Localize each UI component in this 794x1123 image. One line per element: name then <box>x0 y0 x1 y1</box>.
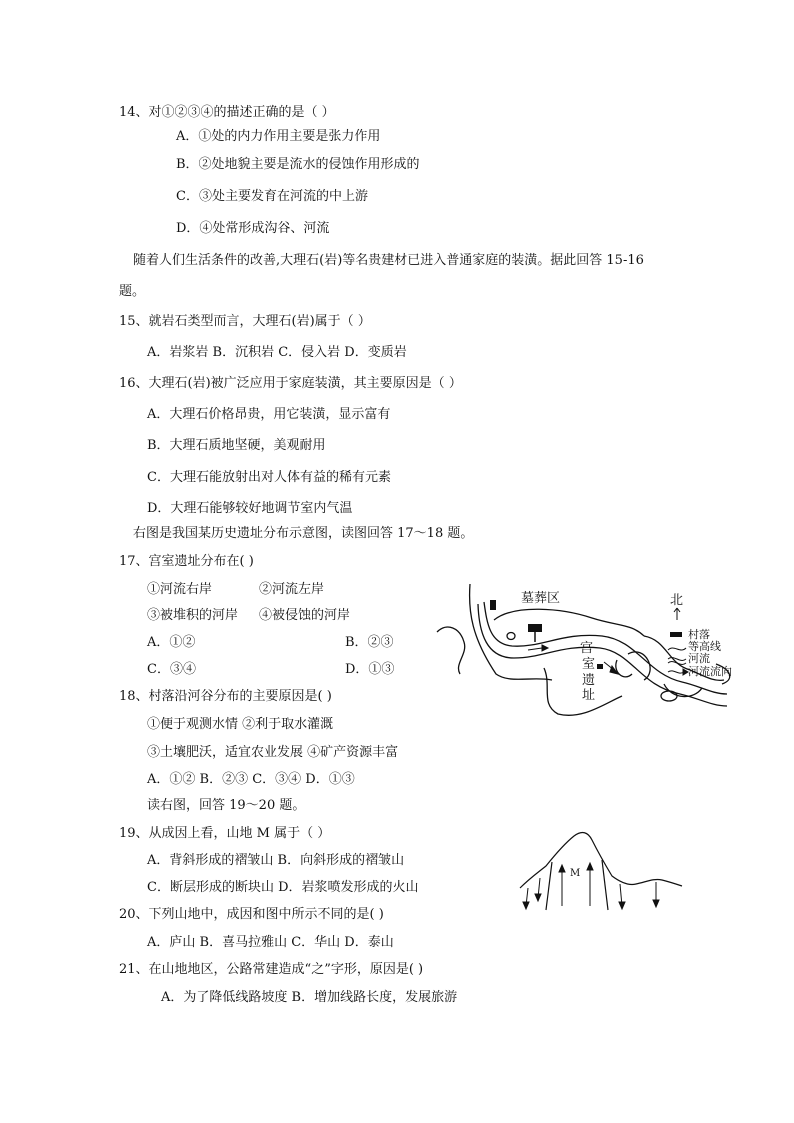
legend-contour-icon <box>668 648 686 650</box>
q20-stem: 20、下列山地中，成因和图中所示不同的是( ) <box>119 907 384 922</box>
palace-label-3: 遗 <box>582 673 596 688</box>
intro-17: 右图是我国某历史遗址分布示意图，读图回答 17～18 题。 <box>133 526 474 541</box>
q20-options: A．庐山 B．喜马拉雅山 C．华山 D．泰山 <box>147 935 394 950</box>
legend-river-icon <box>668 658 686 665</box>
contour-hill-2 <box>507 633 515 640</box>
contour-hill <box>661 691 677 701</box>
legend-flow-label: 河流流向 <box>688 665 732 678</box>
q17-choice-2: ②河流左岸 <box>259 582 325 597</box>
contour-line-7 <box>628 652 650 680</box>
q18-stem: 18、村落沿河谷分布的主要原因是( ) <box>119 689 332 704</box>
q16-option-a: A．大理石价格昂贵，用它装潢，显示富有 <box>147 407 391 422</box>
legend-village-label: 村落 <box>688 628 710 641</box>
q14-option-c: C．③处主要发育在河流的中上游 <box>176 189 368 204</box>
palace-label-4: 址 <box>582 688 596 703</box>
q17-option-a: A．①② <box>147 635 196 650</box>
q14-stem: 14、对①②③④的描述正确的是（ ） <box>119 105 335 120</box>
legend-flow-icon <box>668 669 688 675</box>
intro-15-line2: 题。 <box>119 284 146 299</box>
q15-stem: 15、就岩石类型而言，大理石(岩)属于（ ） <box>119 314 371 329</box>
q14-option-b: B．②处地貌主要是流水的侵蚀作用形成的 <box>176 157 420 172</box>
q19-options-line1: A．背斜形成的褶皱山 B．向斜形成的褶皱山 <box>147 853 405 868</box>
q17-option-c: C．③④ <box>147 662 196 677</box>
q17-option-b: B．②③ <box>345 635 394 650</box>
q15-options: A．岩浆岩 B．沉积岩 C．侵入岩 D．变质岩 <box>147 345 407 360</box>
q14-option-a: A．①处的内力作用主要是张力作用 <box>176 129 381 144</box>
legend-village-icon <box>670 632 682 637</box>
contour-line-1 <box>437 627 465 674</box>
q17-choice-4: ④被侵蚀的河岸 <box>259 608 351 623</box>
north-arrow-icon <box>674 608 680 620</box>
mountain-m-diagram <box>516 826 686 916</box>
north-label: 北 <box>670 593 684 608</box>
fault-line-left <box>546 862 552 910</box>
q17-stem: 17、宫室遗址分布在( ) <box>119 554 254 569</box>
q17-choice-1: ①河流右岸 <box>147 582 213 597</box>
q16-stem: 16、大理石(岩)被广泛应用于家庭装潢，其主要原因是（ ） <box>119 376 462 391</box>
q17-choice-3: ③被堆积的河岸 <box>147 608 239 623</box>
mountain-profile <box>520 833 682 888</box>
intro-19: 读右图，回答 19～20 题。 <box>147 798 306 813</box>
village-marker-south <box>597 664 603 669</box>
village-marker-north <box>490 600 496 610</box>
q21-options: A．为了降低线路坡度 B．增加线路长度，发展旅游 <box>161 990 458 1005</box>
q19-options-line2: C．断层形成的断块山 D．岩浆喷发形成的火山 <box>147 880 419 895</box>
q16-option-b: B．大理石质地坚硬，美观耐用 <box>147 438 326 453</box>
q19-stem: 19、从成因上看，山地 M 属于（ ） <box>119 826 331 841</box>
q21-stem: 21、在山地地区，公路常建造成“之”字形，原因是( ) <box>119 962 424 977</box>
cemetery-label: 墓葬区 <box>521 591 561 606</box>
intro-15-line1: 随着人们生活条件的改善,大理石(岩)等名贵建材已进入普通家庭的装潢。据此回答 15-16 <box>133 253 644 268</box>
q14-option-d: D．④处常形成沟谷、河流 <box>176 221 330 236</box>
palace-marker <box>528 624 542 642</box>
q18-choices-line2: ③土壤肥沃，适宜农业发展 ④矿产资源丰富 <box>147 745 399 760</box>
legend-river-label: 河流 <box>688 652 710 665</box>
palace-label-1: 宫 <box>580 641 594 656</box>
q16-option-d: D．大理石能够较好地调节室内气温 <box>147 501 353 516</box>
historical-site-map <box>432 584 752 724</box>
q18-choices-line1: ①便于观测水情 ②利于取水灌溉 <box>147 717 334 732</box>
legend-contour-label: 等高线 <box>688 640 721 653</box>
palace-label-2: 室 <box>582 657 596 672</box>
q17-option-d: D．①③ <box>345 662 395 677</box>
q18-options: A．①② B．②③ C．③④ D．①③ <box>147 772 355 787</box>
mountain-m-label: M <box>570 868 581 879</box>
q16-option-c: C．大理石能放射出对人体有益的稀有元素 <box>147 470 391 485</box>
contour-line-3 <box>494 609 644 636</box>
